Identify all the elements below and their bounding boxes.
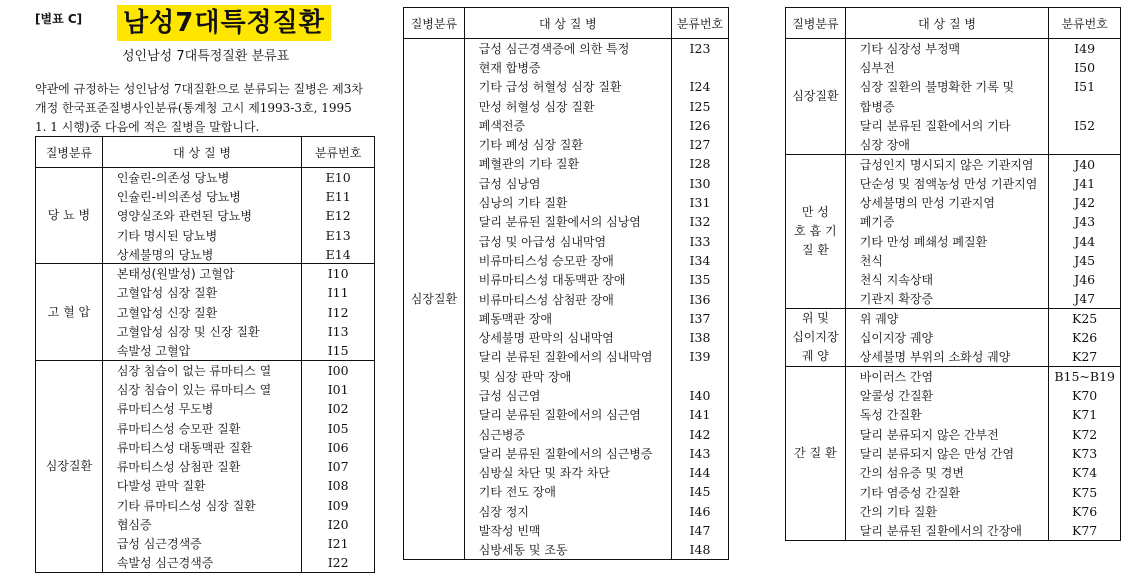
- disease-name: 류마티스성 삼첨판 질환: [116, 460, 241, 475]
- page-title: 남성7대특정질환: [117, 5, 331, 41]
- column-header-category: 질병분류: [36, 137, 103, 168]
- classification-code: I40: [671, 386, 728, 405]
- intro-line: 1. 1 시행)중 다음에 적은 질병을 말합니다.: [35, 120, 260, 134]
- disease-name: 및 심장 판막 장애: [478, 369, 572, 384]
- disease-name: 기타 만성 폐쇄성 폐질환: [859, 234, 988, 249]
- table-row: [786, 309, 1121, 328]
- disease-name: 인슐린-의존성 당뇨병: [116, 170, 230, 185]
- category-label: 고 혈 압: [47, 304, 91, 319]
- disease-name: 류마티스성 무도병: [116, 402, 214, 417]
- classification-code: I41: [671, 405, 728, 424]
- disease-name: 심부전: [859, 60, 895, 75]
- table-row: [36, 168, 375, 187]
- disease-name: 다발성 판막 질환: [116, 479, 206, 494]
- category-label: 간 질 환: [794, 445, 837, 460]
- classification-code: I30: [671, 174, 728, 193]
- disease-name: 천식 지속상태: [859, 273, 934, 288]
- disease-name: 기타 전도 장애: [478, 485, 556, 500]
- page-subtitle: 성인남성 7대특정질환 분류표: [122, 49, 290, 64]
- classification-code: I48: [671, 540, 728, 559]
- classification-code: I24: [671, 77, 728, 96]
- classification-code: J42: [1049, 193, 1121, 212]
- intro-text: [35, 80, 375, 137]
- disease-name: 천식: [859, 253, 883, 268]
- disease-name: 심장 장애: [859, 137, 910, 152]
- classification-code: E14: [302, 245, 375, 264]
- disease-name: 급성 심낭염: [478, 176, 541, 191]
- column-header-disease: 대 상 질 병: [102, 137, 301, 168]
- category-cell: [786, 39, 846, 155]
- disease-name: 상세불명 부위의 소화성 궤양: [859, 350, 1011, 365]
- classification-code: I35: [671, 270, 728, 289]
- category-cell: [786, 309, 846, 367]
- classification-code: [671, 58, 728, 77]
- classification-code: I02: [302, 399, 375, 418]
- disease-name: 현재 합병증: [478, 60, 541, 75]
- disease-name: 십이지장 궤양: [859, 331, 934, 346]
- classification-code: I37: [671, 309, 728, 328]
- classification-code: I09: [302, 496, 375, 515]
- disease-name: 속발성 심근경색증: [116, 556, 214, 571]
- classification-code: [1049, 96, 1121, 115]
- classification-code: I46: [671, 502, 728, 521]
- disease-name: 심장 침습이 없는 류마티스 열: [102, 360, 301, 379]
- classification-code: I47: [671, 521, 728, 540]
- disease-name: 상세불명의 당뇨병: [116, 247, 214, 262]
- classification-code: [1049, 135, 1121, 154]
- classification-code: I51: [1049, 77, 1121, 96]
- category-label: 당 뇨 병: [47, 208, 91, 223]
- column-header-category: 질병분류: [404, 8, 465, 39]
- classification-code: I22: [302, 553, 375, 572]
- classification-code: [671, 367, 728, 386]
- classification-code: I43: [671, 444, 728, 463]
- disease-table-1: [35, 136, 375, 573]
- classification-code: E11: [302, 187, 375, 206]
- classification-code: J47: [1049, 289, 1121, 308]
- disease-name: 위 궤양: [845, 309, 1049, 328]
- disease-name: 기타 심장성 부정맥: [859, 41, 961, 56]
- category-cell: [786, 367, 846, 541]
- disease-name: 합병증: [859, 99, 895, 114]
- intro-line: 약관에 규정하는 성인남성 7대질환으로 분류되는 질병은 제3차: [35, 82, 363, 96]
- category-label: 십이지장: [792, 330, 839, 345]
- disease-name: 기타 폐성 심장 질환: [478, 138, 583, 153]
- disease-name: 심장 정지: [478, 504, 529, 519]
- annex-badge: [별표 C]: [35, 12, 83, 26]
- category-cell: [36, 264, 103, 360]
- disease-name: 심근병증: [478, 427, 526, 442]
- disease-name: 급성 및 아급성 심내막염: [478, 234, 607, 249]
- classification-code: K70: [1049, 386, 1121, 405]
- category-label: 심장질환: [410, 291, 458, 306]
- classification-code: I44: [671, 463, 728, 482]
- classification-code: I15: [302, 341, 375, 360]
- classification-code: I23: [671, 39, 728, 58]
- disease-name: 알콜성 간질환: [859, 389, 934, 404]
- disease-name: 만성 허혈성 심장 질환: [478, 99, 595, 114]
- classification-code: J46: [1049, 270, 1121, 289]
- disease-name: 달리 분류된 질환에서의 심근염: [478, 408, 641, 423]
- column-header-code: 분류번호: [302, 137, 375, 168]
- disease-name: 심장 질환의 불명확한 기록 및: [859, 80, 1015, 95]
- disease-name: 간의 기타 질환: [859, 504, 937, 519]
- column-header-disease: 대 상 질 병: [845, 8, 1049, 39]
- intro-line: 개정 한국표준질병사인분류(통계청 고시 제1993-3호, 1995: [35, 101, 352, 115]
- classification-code: K72: [1049, 425, 1121, 444]
- classification-code: I32: [671, 212, 728, 231]
- disease-name: 속발성 고혈압: [116, 344, 191, 359]
- column-header-code: 분류번호: [671, 8, 728, 39]
- category-label: 질 환: [801, 242, 829, 257]
- disease-name: 단순성 및 점액농성 만성 기관지염: [859, 176, 1038, 191]
- classification-code: I00: [302, 360, 375, 379]
- disease-name: 비류마티스성 대동맥판 장애: [478, 273, 626, 288]
- classification-code: K75: [1049, 482, 1121, 501]
- disease-name: 급성 심근염: [478, 388, 541, 403]
- classification-code: K71: [1049, 405, 1121, 424]
- category-label: 궤 양: [801, 349, 829, 364]
- classification-code: I01: [302, 380, 375, 399]
- disease-name: 급성 심근경색증에 의한 특정: [478, 41, 630, 56]
- disease-name: 폐혈관의 기타 질환: [478, 157, 580, 172]
- classification-code: J43: [1049, 212, 1121, 231]
- classification-code: I10: [302, 264, 375, 283]
- disease-name: 고혈압성 심장 및 신장 질환: [116, 325, 260, 340]
- disease-name: 달리 분류된 질환에서의 간장애: [859, 523, 1022, 538]
- disease-name: 독성 간질환: [859, 408, 922, 423]
- category-cell: [36, 360, 103, 572]
- category-label: 위 및: [801, 311, 829, 326]
- disease-name: 기관지 확장증: [859, 292, 934, 307]
- category-cell: [786, 154, 846, 308]
- classification-code: K76: [1049, 502, 1121, 521]
- disease-name: 폐동맥판 장애: [478, 311, 553, 326]
- classification-code: K26: [1049, 328, 1121, 347]
- disease-name: 상세불명 판막의 심내막염: [478, 331, 614, 346]
- column-header-disease: 대 상 질 병: [464, 8, 671, 39]
- classification-code: E13: [302, 225, 375, 244]
- disease-name: 기타 급성 허혈성 심장 질환: [478, 80, 622, 95]
- disease-name: 바이러스 간염: [845, 367, 1049, 386]
- table-row: [786, 367, 1121, 386]
- disease-name: 심장 침습이 있는 류마티스 열: [116, 382, 272, 397]
- disease-name: 달리 분류된 질환에서의 기타: [859, 118, 1011, 133]
- classification-code: K77: [1049, 521, 1121, 540]
- classification-code: E12: [302, 206, 375, 225]
- disease-name: 기타 류마티스성 심장 질환: [116, 498, 256, 513]
- disease-name: 류마티스성 승모판 질환: [116, 421, 241, 436]
- classification-code: I26: [671, 116, 728, 135]
- classification-code: I27: [671, 135, 728, 154]
- disease-name: 비류마티스성 승모판 장애: [478, 253, 614, 268]
- classification-code: K27: [1049, 347, 1121, 366]
- classification-code: B15~B19: [1049, 367, 1121, 386]
- category-label: 심장질환: [792, 88, 839, 103]
- disease-table-2: [403, 7, 729, 560]
- table-row: [404, 39, 729, 58]
- classification-code: J41: [1049, 174, 1121, 193]
- disease-name: 달리 분류되지 않은 간부전: [859, 427, 999, 442]
- table-row: [786, 39, 1121, 58]
- classification-code: I21: [302, 534, 375, 553]
- disease-name: 고혈압성 심장 질환: [116, 286, 218, 301]
- category-label: 호 흡 기: [794, 223, 837, 238]
- classification-code: E10: [302, 168, 375, 187]
- classification-code: I49: [1049, 39, 1121, 58]
- classification-code: I11: [302, 283, 375, 302]
- category-cell: [404, 39, 465, 560]
- classification-code: I05: [302, 418, 375, 437]
- table-row: [36, 360, 375, 379]
- disease-name: 비류마티스성 삼첨판 장애: [478, 292, 614, 307]
- disease-name: 폐기증: [859, 215, 895, 230]
- table-row: [36, 264, 375, 283]
- disease-name: 간의 섬유증 및 경변: [859, 466, 964, 481]
- classification-code: I20: [302, 515, 375, 534]
- classification-code: I25: [671, 96, 728, 115]
- classification-code: I45: [671, 482, 728, 501]
- disease-name: 심낭의 기타 질환: [478, 196, 568, 211]
- category-label: 만 성: [801, 204, 829, 219]
- column-header-code: 분류번호: [1049, 8, 1121, 39]
- classification-code: I13: [302, 322, 375, 341]
- disease-name: 고혈압성 신장 질환: [116, 305, 218, 320]
- disease-name: 달리 분류된 질환에서의 심근병증: [478, 446, 653, 461]
- classification-code: I08: [302, 476, 375, 495]
- classification-code: J44: [1049, 231, 1121, 250]
- column-header-category: 질병분류: [786, 8, 846, 39]
- classification-code: I36: [671, 289, 728, 308]
- classification-code: K73: [1049, 444, 1121, 463]
- classification-code: I42: [671, 424, 728, 443]
- disease-name: 달리 분류되지 않은 만성 간염: [859, 446, 1015, 461]
- classification-code: J40: [1049, 154, 1121, 173]
- classification-code: I50: [1049, 58, 1121, 77]
- disease-name: 폐색전증: [478, 118, 526, 133]
- classification-code: I34: [671, 251, 728, 270]
- disease-name: 급성 심근경색증: [116, 537, 202, 552]
- disease-name: 영양실조와 관련된 당뇨병: [116, 209, 252, 224]
- classification-code: I39: [671, 347, 728, 366]
- disease-name: 심방세동 및 조동: [478, 543, 568, 558]
- classification-code: I52: [1049, 116, 1121, 135]
- classification-code: J45: [1049, 251, 1121, 270]
- category-cell: [36, 168, 103, 264]
- classification-code: I12: [302, 303, 375, 322]
- disease-name: 상세불명의 만성 기관지염: [859, 196, 995, 211]
- disease-name: 기타 염증성 간질환: [859, 485, 961, 500]
- disease-name: 협심증: [116, 517, 152, 532]
- disease-name: 기타 명시된 당뇨병: [116, 228, 218, 243]
- classification-code: I31: [671, 193, 728, 212]
- category-label: 심장질환: [45, 459, 93, 474]
- disease-name: 급성인지 명시되지 않은 기관지염: [845, 154, 1049, 173]
- disease-name: 심방실 차단 및 좌각 차단: [478, 466, 610, 481]
- disease-name: 인슐린-비의존성 당뇨병: [116, 189, 241, 204]
- classification-code: I33: [671, 231, 728, 250]
- classification-code: I07: [302, 457, 375, 476]
- classification-code: K25: [1049, 309, 1121, 328]
- classification-code: I06: [302, 438, 375, 457]
- classification-code: K74: [1049, 463, 1121, 482]
- classification-code: I28: [671, 154, 728, 173]
- disease-name: 달리 분류된 질환에서의 심낭염: [478, 215, 641, 230]
- disease-name: 본태성(원발성) 고혈압: [102, 264, 301, 283]
- classification-code: I38: [671, 328, 728, 347]
- disease-name: 류마티스성 대동맥판 질환: [116, 440, 252, 455]
- disease-name: 달리 분류된 질환에서의 심내막염: [478, 350, 653, 365]
- disease-table-3: [785, 7, 1121, 541]
- disease-name: 발작성 빈맥: [478, 524, 541, 539]
- table-row: [786, 154, 1121, 173]
